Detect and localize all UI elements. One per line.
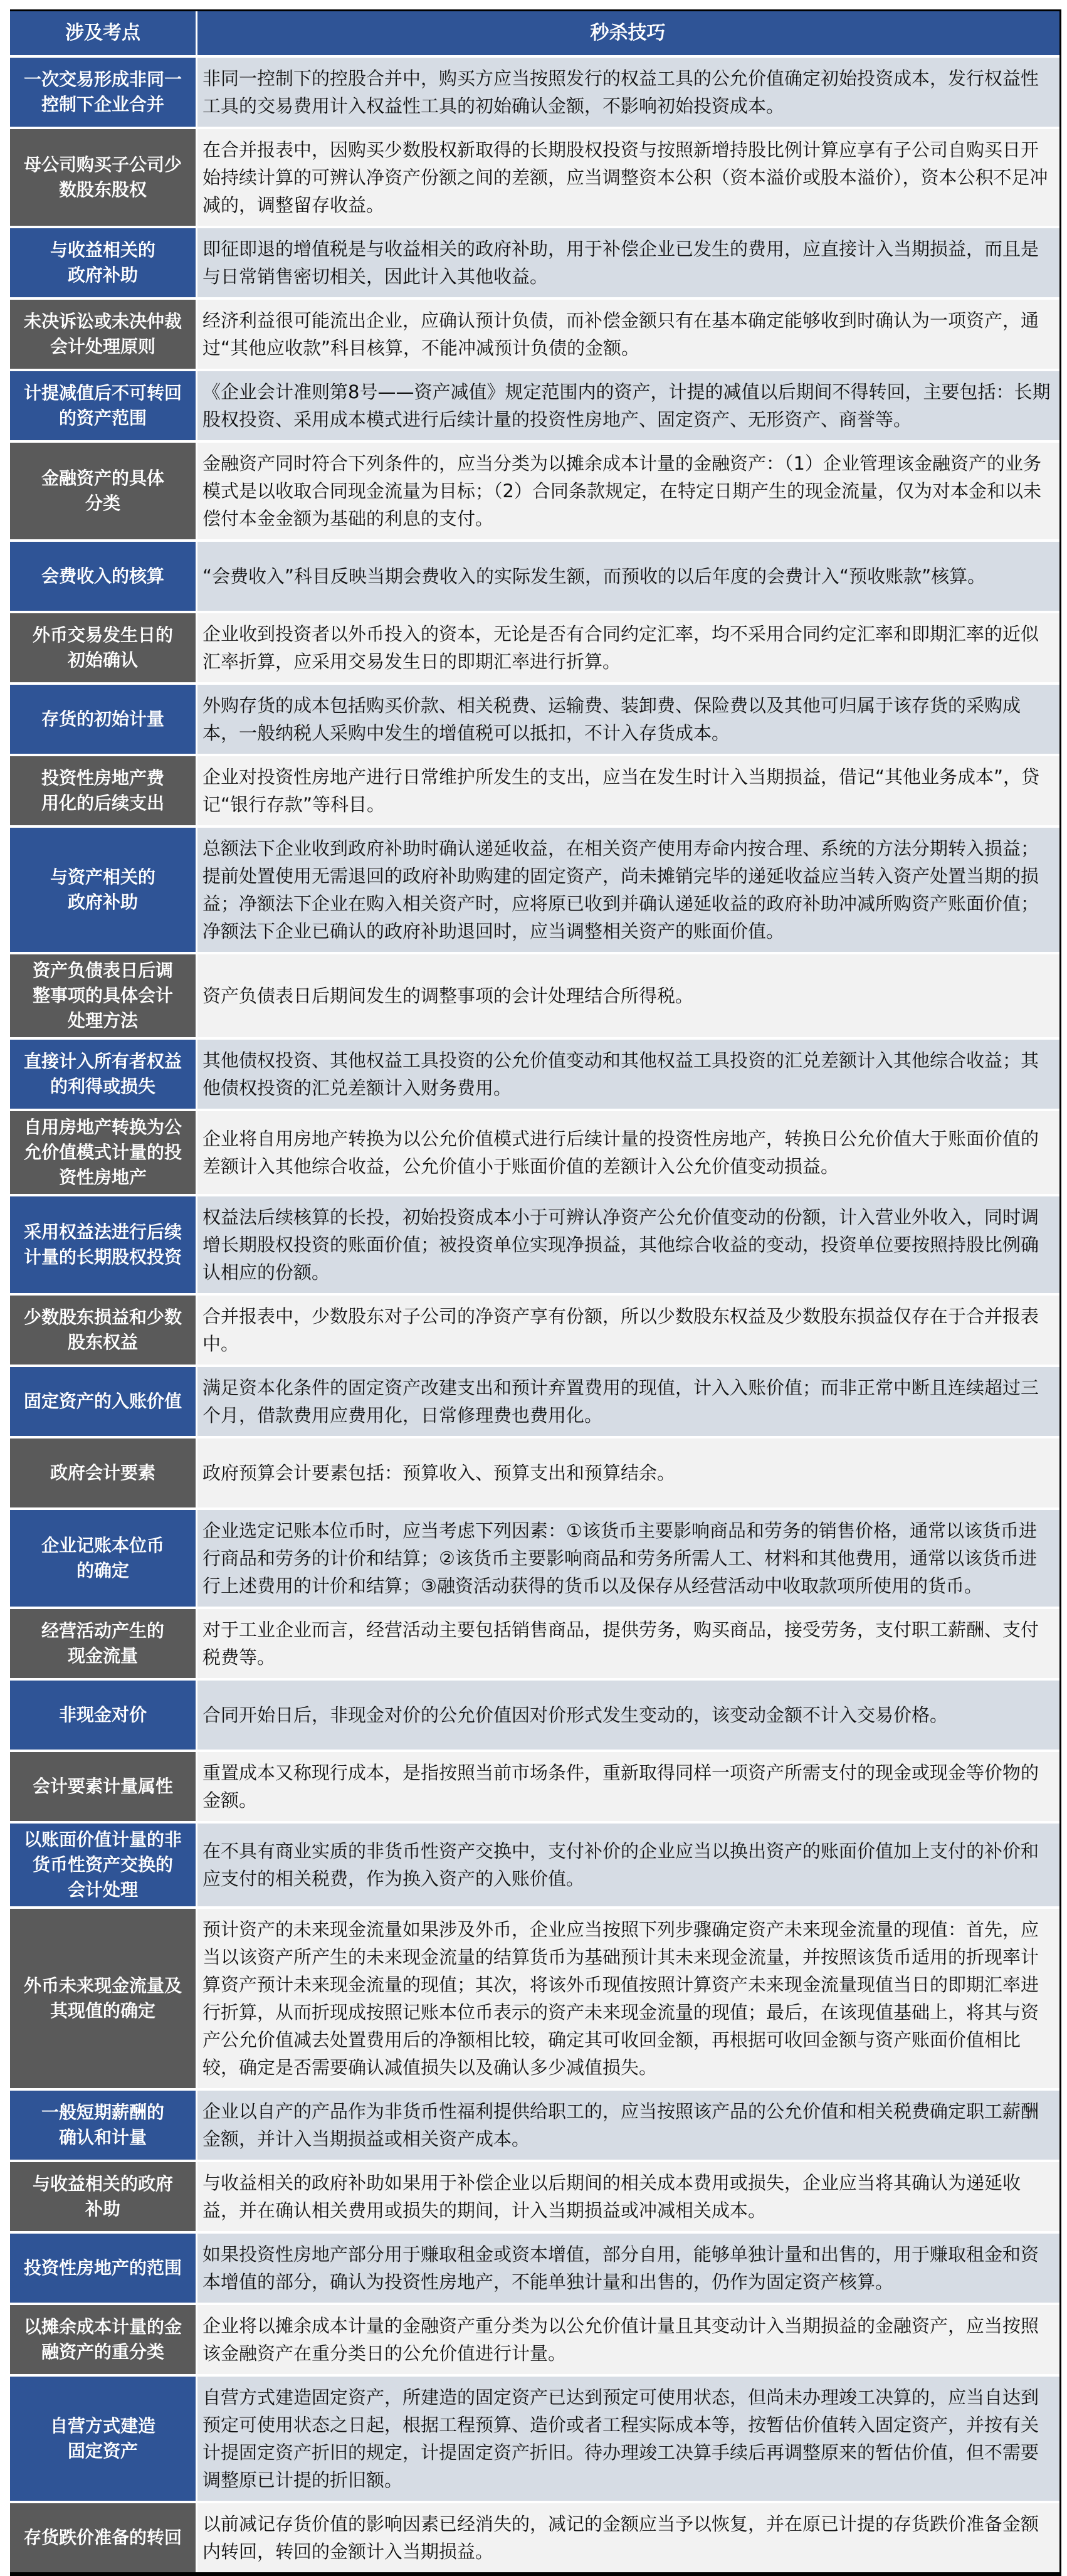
- table-row: [10, 613, 1059, 682]
- tip-cell: 资产负债表日后期间发生的调整事项的会计处理结合所得税。: [197, 954, 1059, 1037]
- topic-cell: 未决诉讼或未决仲裁 会计处理原则: [10, 300, 196, 369]
- table-row: [10, 129, 1059, 226]
- topic-cell: 政府会计要素: [10, 1438, 196, 1507]
- topic-cell: 投资性房地产的范围: [10, 2234, 196, 2303]
- topic-cell: 资产负债表日后调 整事项的具体会计 处理方法: [10, 954, 196, 1037]
- topic-cell: 投资性房地产费 用化的后续支出: [10, 756, 196, 825]
- topic-cell: 会计要素计量属性: [10, 1752, 196, 1821]
- topic-cell: 企业记账本位币 的确定: [10, 1510, 196, 1607]
- topic-cell: 以账面价值计量的非 货币性资产交换的 会计处理: [10, 1824, 196, 1906]
- topic-cell: 自用房地产转换为公 允价值模式计量的投 资性房地产: [10, 1111, 196, 1194]
- topic-cell: 采用权益法进行后续 计量的长期股权投资: [10, 1196, 196, 1293]
- tip-cell: 权益法后续核算的长投，初始投资成本小于可辨认净资产公允价值变动的份额，计入营业外收入，同时调增长期股权投资的账面价值；被投资单位实现净损益，其他综合收益的变动，投资单位要按照持股比例确认相应的份额。: [197, 1196, 1059, 1293]
- topic-cell: 存货跌价准备的转回: [10, 2503, 196, 2572]
- table-row: [10, 228, 1059, 297]
- header-topic: 涉及考点: [10, 11, 196, 55]
- tip-cell: 总额法下企业收到政府补助时确认递延收益，在相关资产使用寿命内按合理、系统的方法分期转入损益；提前处置使用无需退回的政府补助购建的固定资产，尚未摊销完毕的递延收益应当转入资产处置当期的损益；净额法下企业在购入相关资产时，应将原已收到并确认递延收益的政府补助冲减所购资产账面价值；净额法下企业已确认的政府补助退回时，应当调整相关资产的账面价值。: [197, 828, 1059, 952]
- topic-cell: 与收益相关的 政府补助: [10, 228, 196, 297]
- table-row: [10, 443, 1059, 539]
- topic-cell: 固定资产的入账价值: [10, 1367, 196, 1436]
- table-row: [10, 828, 1059, 952]
- topic-cell: 以摊余成本计量的金 融资产的重分类: [10, 2305, 196, 2374]
- topic-cell: 经营活动产生的 现金流量: [10, 1609, 196, 1678]
- table-row: [10, 542, 1059, 611]
- topic-cell: 金融资产的具体 分类: [10, 443, 196, 539]
- tip-cell: 经济利益很可能流出企业，应确认预计负债，而补偿金额只有在基本确定能够收到时确认为一项资产，通过“其他应收款”科目核算，不能冲减预计负债的金额。: [197, 300, 1059, 369]
- tip-cell: 合同开始日后，非现金对价的公允价值因对价形式发生变动的，该变动金额不计入交易价格。: [197, 1681, 1059, 1750]
- topic-cell: 自营方式建造 固定资产: [10, 2377, 196, 2501]
- table-row: [10, 1824, 1059, 1906]
- table-row: [10, 1909, 1059, 2088]
- table-row: [10, 1438, 1059, 1507]
- table-row: [10, 954, 1059, 1037]
- topic-cell: 少数股东损益和少数 股东权益: [10, 1296, 196, 1365]
- tip-cell: 企业对投资性房地产进行日常维护所发生的支出，应当在发生时计入当期损益，借记“其他业务成本”，贷记“银行存款”等科目。: [197, 756, 1059, 825]
- table-row: [10, 2162, 1059, 2231]
- table-row: [10, 2234, 1059, 2303]
- tip-cell: 企业将自用房地产转换为以公允价值模式进行后续计量的投资性房地产，转换日公允价值大于账面价值的差额计入其他综合收益，公允价值小于账面价值的差额计入公允价值变动损益。: [197, 1111, 1059, 1194]
- table-row: [10, 371, 1059, 440]
- tip-cell: “会费收入”科目反映当期会费收入的实际发生额，而预收的以后年度的会费计入“预收账款”核算。: [197, 542, 1059, 611]
- tip-cell: 企业选定记账本位币时，应当考虑下列因素：①该货币主要影响商品和劳务的销售价格，通常以该货币进行商品和劳务的计价和结算；②该货币主要影响商品和劳务所需人工、材料和其他费用，通常以该货币进行上述费用的计价和结算；③融资活动获得的货币以及保存从经营活动中收取款项所使用的货币。: [197, 1510, 1059, 1607]
- tip-cell: 如果投资性房地产部分用于赚取租金或资本增值，部分自用，能够单独计量和出售的，用于赚取租金和资本增值的部分，确认为投资性房地产，不能单独计量和出售的，仍作为固定资产核算。: [197, 2234, 1059, 2303]
- table-row: [10, 1609, 1059, 1678]
- table-row: [10, 300, 1059, 369]
- topic-cell: 与收益相关的政府 补助: [10, 2162, 196, 2231]
- table-row: [10, 58, 1059, 127]
- table-row: [10, 2377, 1059, 2501]
- table-row: [10, 2503, 1059, 2572]
- topic-cell: 外币未来现金流量及 其现值的确定: [10, 1909, 196, 2088]
- table-row: [10, 1296, 1059, 1365]
- topic-cell: 会费收入的核算: [10, 542, 196, 611]
- tip-cell: 在不具有商业实质的非货币性资产交换中，支付补价的企业应当以换出资产的账面价值加上支付的补价和应支付的相关税费，作为换入资产的入账价值。: [197, 1824, 1059, 1906]
- topic-cell: 存货的初始计量: [10, 685, 196, 754]
- tip-cell: 预计资产的未来现金流量如果涉及外币，企业应当按照下列步骤确定资产未来现金流量的现值：首先，应当以该资产所产生的未来现金流量的结算货币为基础预计其未来现金流量，并按照该货币适用的折现率计算资产预计未来现金流量的现值；其次，将该外币现值按照计算资产未来现金流量现值当日的即期汇率进行折算，从而折现成按照记账本位币表示的资产未来现金流量的现值；最后，在该现值基础上，将其与资产公允价值减去处置费用后的净额相比较，确定其可收回金额，再根据可收回金额与资产账面价值相比较，确定是否需要确认减值损失以及确认多少减值损失。: [197, 1909, 1059, 2088]
- tip-cell: 金融资产同时符合下列条件的，应当分类为以摊余成本计量的金融资产：（1）企业管理该金融资产的业务模式是以收取合同现金流量为目标；（2）合同条款规定，在特定日期产生的现金流量，仅为对本金和以未偿付本金金额为基础的利息的支付。: [197, 443, 1059, 539]
- topic-cell: 一次交易形成非同一 控制下企业合并: [10, 58, 196, 127]
- tip-cell: 《企业会计准则第8号——资产减值》规定范围内的资产，计提的减值以后期间不得转回，主要包括：长期股权投资、采用成本模式进行后续计量的投资性房地产、固定资产、无形资产、商誉等。: [197, 371, 1059, 440]
- topic-cell: 一般短期薪酬的 确认和计量: [10, 2091, 196, 2160]
- tip-cell: 非同一控制下的控股合并中，购买方应当按照发行的权益工具的公允价值确定初始投资成本，发行权益性工具的交易费用计入权益性工具的初始确认金额，不影响初始投资成本。: [197, 58, 1059, 127]
- topic-cell: 母公司购买子公司少 数股东股权: [10, 129, 196, 226]
- tip-cell: 满足资本化条件的固定资产改建支出和预计弃置费用的现值，计入入账价值；而非正常中断且连续超过三个月，借款费用应费用化，日常修理费也费用化。: [197, 1367, 1059, 1436]
- table-row: [10, 2305, 1059, 2374]
- tip-cell: 以前减记存货价值的影响因素已经消失的，减记的金额应当予以恢复，并在原已计提的存货跌价准备金额内转回，转回的金额计入当期损益。: [197, 2503, 1059, 2572]
- tip-cell: 合并报表中，少数股东对子公司的净资产享有份额，所以少数股东权益及少数股东损益仅存在于合并报表中。: [197, 1296, 1059, 1365]
- tip-cell: 对于工业企业而言，经营活动主要包括销售商品，提供劳务，购买商品，接受劳务，支付职工薪酬、支付税费等。: [197, 1609, 1059, 1678]
- exam-tips-table: [10, 9, 1061, 2576]
- tip-cell: 企业以自产的产品作为非货币性福利提供给职工的，应当按照该产品的公允价值和相关税费确定职工薪酬金额，并计入当期损益或相关资产成本。: [197, 2091, 1059, 2160]
- table-row: [10, 1510, 1059, 1607]
- topic-cell: 计提减值后不可转回 的资产范围: [10, 371, 196, 440]
- tip-cell: 与收益相关的政府补助如果用于补偿企业以后期间的相关成本费用或损失，企业应当将其确认为递延收益，并在确认相关费用或损失的期间，计入当期损益或冲减相关成本。: [197, 2162, 1059, 2231]
- tip-cell: 重置成本又称现行成本，是指按照当前市场条件，重新取得同样一项资产所需支付的现金或现金等价物的金额。: [197, 1752, 1059, 1821]
- table-row: [10, 2091, 1059, 2160]
- header-tip: 秒杀技巧: [197, 11, 1059, 55]
- topic-cell: 与资产相关的 政府补助: [10, 828, 196, 952]
- topic-cell: 外币交易发生日的 初始确认: [10, 613, 196, 682]
- tip-cell: 其他债权投资、其他权益工具投资的公允价值变动和其他权益工具投资的汇兑差额计入其他综合收益；其他债权投资的汇兑差额计入财务费用。: [197, 1040, 1059, 1109]
- tip-cell: 外购存货的成本包括购买价款、相关税费、运输费、装卸费、保险费以及其他可归属于该存货的采购成本，一般纳税人采购中发生的增值税可以抵扣，不计入存货成本。: [197, 685, 1059, 754]
- tip-cell: 自营方式建造固定资产，所建造的固定资产已达到预定可使用状态，但尚未办理竣工决算的，应当自达到预定可使用状态之日起，根据工程预算、造价或者工程实际成本等，按暂估价值转入固定资产，并按有关计提固定资产折旧的规定，计提固定资产折旧。待办理竣工决算手续后再调整原来的暂估价值，但不需要调整原已计提的折旧额。: [197, 2377, 1059, 2501]
- table-row: [10, 756, 1059, 825]
- tip-cell: 政府预算会计要素包括：预算收入、预算支出和预算结余。: [197, 1438, 1059, 1507]
- table-row: [10, 1111, 1059, 1194]
- topic-cell: 非现金对价: [10, 1681, 196, 1750]
- table-row: [10, 685, 1059, 754]
- tip-cell: 在合并报表中，因购买少数股权新取得的长期股权投资与按照新增持股比例计算应享有子公司自购买日开始持续计算的可辨认净资产份额之间的差额，应当调整资本公积（资本溢价或股本溢价），资本公积不足冲减的，调整留存收益。: [197, 129, 1059, 226]
- table-row: [10, 1196, 1059, 1293]
- table-row: [10, 1681, 1059, 1750]
- table-row: [10, 1040, 1059, 1109]
- table-header-row: [10, 11, 1059, 55]
- tip-cell: 即征即退的增值税是与收益相关的政府补助，用于补偿企业已发生的费用，应直接计入当期损益，而且是与日常销售密切相关，因此计入其他收益。: [197, 228, 1059, 297]
- tip-cell: 企业将以摊余成本计量的金融资产重分类为以公允价值计量且其变动计入当期损益的金融资产，应当按照该金融资产在重分类日的公允价值进行计量。: [197, 2305, 1059, 2374]
- tip-cell: 企业收到投资者以外币投入的资本，无论是否有合同约定汇率，均不采用合同约定汇率和即期汇率的近似汇率折算，应采用交易发生日的即期汇率进行折算。: [197, 613, 1059, 682]
- topic-cell: 直接计入所有者权益 的利得或损失: [10, 1040, 196, 1109]
- table-row: [10, 1367, 1059, 1436]
- table-row: [10, 1752, 1059, 1821]
